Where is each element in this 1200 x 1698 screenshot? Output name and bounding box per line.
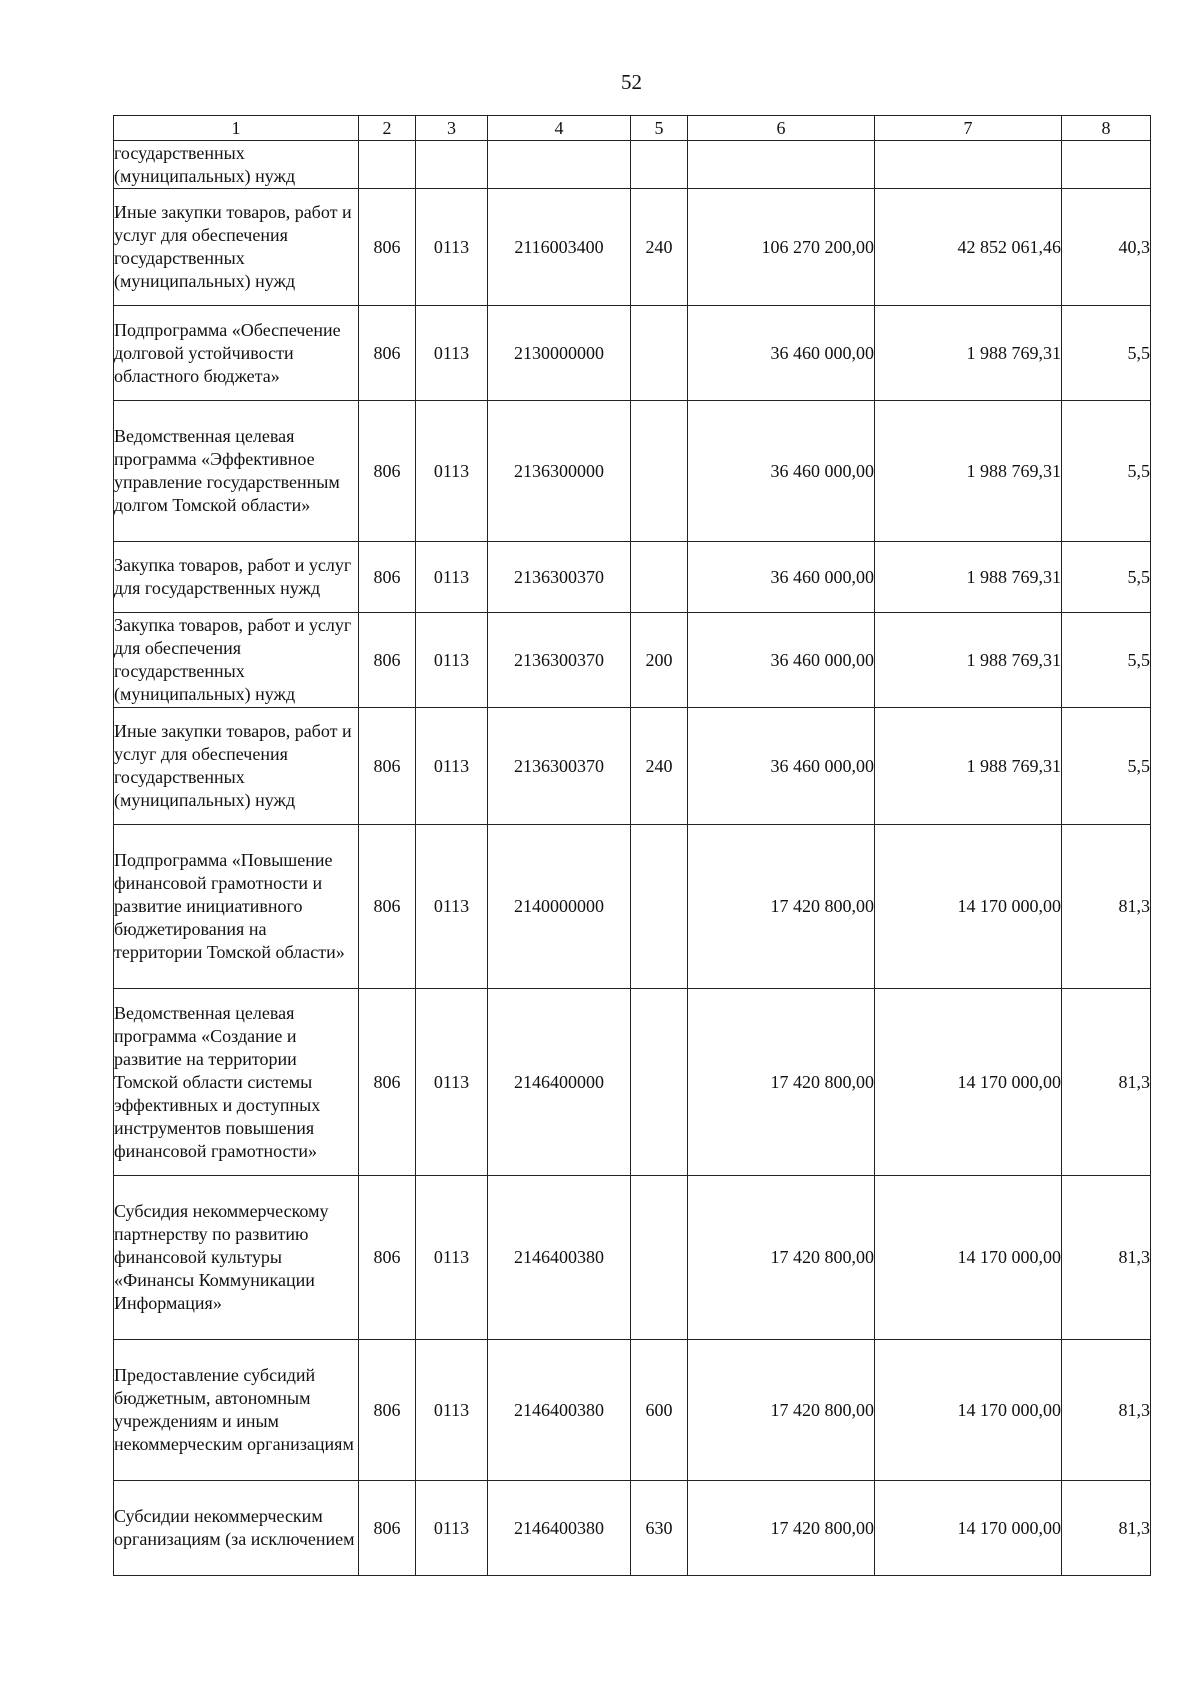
table-row bbox=[114, 189, 1151, 306]
row-code-grbs: 806 bbox=[359, 189, 416, 306]
header-col-3: 3 bbox=[416, 116, 488, 141]
row-executed-amount: 14 170 000,00 bbox=[875, 1481, 1062, 1576]
row-planned-amount: 36 460 000,00 bbox=[688, 708, 875, 825]
row-planned-amount: 36 460 000,00 bbox=[688, 542, 875, 613]
row-code-grbs: 806 bbox=[359, 401, 416, 542]
row-code-grbs: 806 bbox=[359, 1176, 416, 1340]
table-row bbox=[114, 989, 1151, 1176]
budget-table bbox=[113, 115, 1151, 1576]
row-code-grbs: 806 bbox=[359, 306, 416, 401]
row-name: Подпрограмма «Повышение финансовой грамотности и развитие инициативного бюджетирования на территории Томской области» bbox=[114, 825, 359, 989]
row-code-grbs: 806 bbox=[359, 708, 416, 825]
row-section: 0113 bbox=[416, 189, 488, 306]
row-target-article: 2136300370 bbox=[488, 542, 631, 613]
row-code-grbs: 806 bbox=[359, 613, 416, 708]
header-col-7: 7 bbox=[875, 116, 1062, 141]
table-header-row bbox=[114, 116, 1151, 141]
row-executed-amount: 14 170 000,00 bbox=[875, 825, 1062, 989]
row-section: 0113 bbox=[416, 708, 488, 825]
row-target-article: 2146400380 bbox=[488, 1340, 631, 1481]
row-percent: 5,5 bbox=[1062, 401, 1151, 542]
row-planned-amount: 17 420 800,00 bbox=[688, 1176, 875, 1340]
header-col-6: 6 bbox=[688, 116, 875, 141]
table-row bbox=[114, 542, 1151, 613]
row-percent: 81,3 bbox=[1062, 1481, 1151, 1576]
row-planned-amount: 17 420 800,00 bbox=[688, 825, 875, 989]
row-percent: 5,5 bbox=[1062, 613, 1151, 708]
row-executed-amount: 1 988 769,31 bbox=[875, 542, 1062, 613]
row-executed-amount: 1 988 769,31 bbox=[875, 708, 1062, 825]
row-code-grbs: 806 bbox=[359, 1340, 416, 1481]
row-expense-type bbox=[631, 1176, 688, 1340]
header-col-4: 4 bbox=[488, 116, 631, 141]
row-planned-amount: 36 460 000,00 bbox=[688, 613, 875, 708]
row-target-article: 2136300000 bbox=[488, 401, 631, 542]
row-planned-amount: 17 420 800,00 bbox=[688, 989, 875, 1176]
row-section: 0113 bbox=[416, 825, 488, 989]
row-expense-type: 240 bbox=[631, 189, 688, 306]
row-expense-type bbox=[631, 401, 688, 542]
row-executed-amount: 14 170 000,00 bbox=[875, 1340, 1062, 1481]
row-code-grbs: 806 bbox=[359, 825, 416, 989]
row-section: 0113 bbox=[416, 542, 488, 613]
row-expense-type bbox=[631, 141, 688, 189]
header-col-2: 2 bbox=[359, 116, 416, 141]
row-section: 0113 bbox=[416, 306, 488, 401]
row-target-article: 2146400380 bbox=[488, 1481, 631, 1576]
row-target-article: 2146400380 bbox=[488, 1176, 631, 1340]
header-col-8: 8 bbox=[1062, 116, 1151, 141]
row-executed-amount bbox=[875, 141, 1062, 189]
row-code-grbs: 806 bbox=[359, 542, 416, 613]
row-expense-type: 240 bbox=[631, 708, 688, 825]
row-percent: 5,5 bbox=[1062, 306, 1151, 401]
row-target-article: 2130000000 bbox=[488, 306, 631, 401]
table-row bbox=[114, 613, 1151, 708]
row-percent bbox=[1062, 141, 1151, 189]
table-row bbox=[114, 1176, 1151, 1340]
table-row bbox=[114, 141, 1151, 189]
row-executed-amount: 14 170 000,00 bbox=[875, 989, 1062, 1176]
row-name: государственных (муниципальных) нужд bbox=[114, 141, 359, 189]
row-section: 0113 bbox=[416, 613, 488, 708]
row-section: 0113 bbox=[416, 401, 488, 542]
row-section: 0113 bbox=[416, 989, 488, 1176]
row-executed-amount: 1 988 769,31 bbox=[875, 613, 1062, 708]
row-expense-type bbox=[631, 542, 688, 613]
row-planned-amount: 17 420 800,00 bbox=[688, 1340, 875, 1481]
row-expense-type bbox=[631, 989, 688, 1176]
row-name: Закупка товаров, работ и услуг для обеспечения государственных (муниципальных) нужд bbox=[114, 613, 359, 708]
row-code-grbs bbox=[359, 141, 416, 189]
row-planned-amount: 106 270 200,00 bbox=[688, 189, 875, 306]
row-planned-amount: 17 420 800,00 bbox=[688, 1481, 875, 1576]
row-percent: 5,5 bbox=[1062, 708, 1151, 825]
row-name: Субсидии некоммерческим организациям (за исключением bbox=[114, 1481, 359, 1576]
row-target-article: 2116003400 bbox=[488, 189, 631, 306]
row-code-grbs: 806 bbox=[359, 989, 416, 1176]
row-code-grbs: 806 bbox=[359, 1481, 416, 1576]
row-percent: 81,3 bbox=[1062, 825, 1151, 989]
row-expense-type: 630 bbox=[631, 1481, 688, 1576]
row-percent: 81,3 bbox=[1062, 1340, 1151, 1481]
page-number: 52 bbox=[621, 70, 642, 94]
row-section: 0113 bbox=[416, 1481, 488, 1576]
row-name: Иные закупки товаров, работ и услуг для обеспечения государственных (муниципальных) нужд bbox=[114, 189, 359, 306]
table-row bbox=[114, 1481, 1151, 1576]
row-planned-amount bbox=[688, 141, 875, 189]
table-row bbox=[114, 401, 1151, 542]
row-percent: 81,3 bbox=[1062, 1176, 1151, 1340]
row-executed-amount: 1 988 769,31 bbox=[875, 306, 1062, 401]
table-row bbox=[114, 1340, 1151, 1481]
table-row bbox=[114, 825, 1151, 989]
row-target-article: 2146400000 bbox=[488, 989, 631, 1176]
row-expense-type: 200 bbox=[631, 613, 688, 708]
row-executed-amount: 42 852 061,46 bbox=[875, 189, 1062, 306]
row-name: Иные закупки товаров, работ и услуг для обеспечения государственных (муниципальных) нужд bbox=[114, 708, 359, 825]
row-expense-type bbox=[631, 825, 688, 989]
row-target-article: 2140000000 bbox=[488, 825, 631, 989]
row-name: Ведомственная целевая программа «Эффективное управление государственным долгом Томской области» bbox=[114, 401, 359, 542]
row-planned-amount: 36 460 000,00 bbox=[688, 306, 875, 401]
row-section: 0113 bbox=[416, 1340, 488, 1481]
row-section: 0113 bbox=[416, 1176, 488, 1340]
row-target-article: 2136300370 bbox=[488, 613, 631, 708]
row-expense-type: 600 bbox=[631, 1340, 688, 1481]
row-section bbox=[416, 141, 488, 189]
row-percent: 81,3 bbox=[1062, 989, 1151, 1176]
row-name: Подпрограмма «Обеспечение долговой устойчивости областного бюджета» bbox=[114, 306, 359, 401]
table-row bbox=[114, 708, 1151, 825]
row-name: Ведомственная целевая программа «Создание и развитие на территории Томской области системы эффективных и доступных инструментов повышения финансовой грамотности» bbox=[114, 989, 359, 1176]
header-col-5: 5 bbox=[631, 116, 688, 141]
row-name: Субсидия некоммерческому партнерству по развитию финансовой культуры «Финансы Коммуникации Информация» bbox=[114, 1176, 359, 1340]
header-col-1: 1 bbox=[114, 116, 359, 141]
row-name: Закупка товаров, работ и услуг для государственных нужд bbox=[114, 542, 359, 613]
table-row bbox=[114, 306, 1151, 401]
row-target-article: 2136300370 bbox=[488, 708, 631, 825]
row-percent: 5,5 bbox=[1062, 542, 1151, 613]
row-planned-amount: 36 460 000,00 bbox=[688, 401, 875, 542]
row-percent: 40,3 bbox=[1062, 189, 1151, 306]
row-expense-type bbox=[631, 306, 688, 401]
row-executed-amount: 1 988 769,31 bbox=[875, 401, 1062, 542]
row-target-article bbox=[488, 141, 631, 189]
row-executed-amount: 14 170 000,00 bbox=[875, 1176, 1062, 1340]
row-name: Предоставление субсидий бюджетным, автономным учреждениям и иным некоммерческим организациям bbox=[114, 1340, 359, 1481]
